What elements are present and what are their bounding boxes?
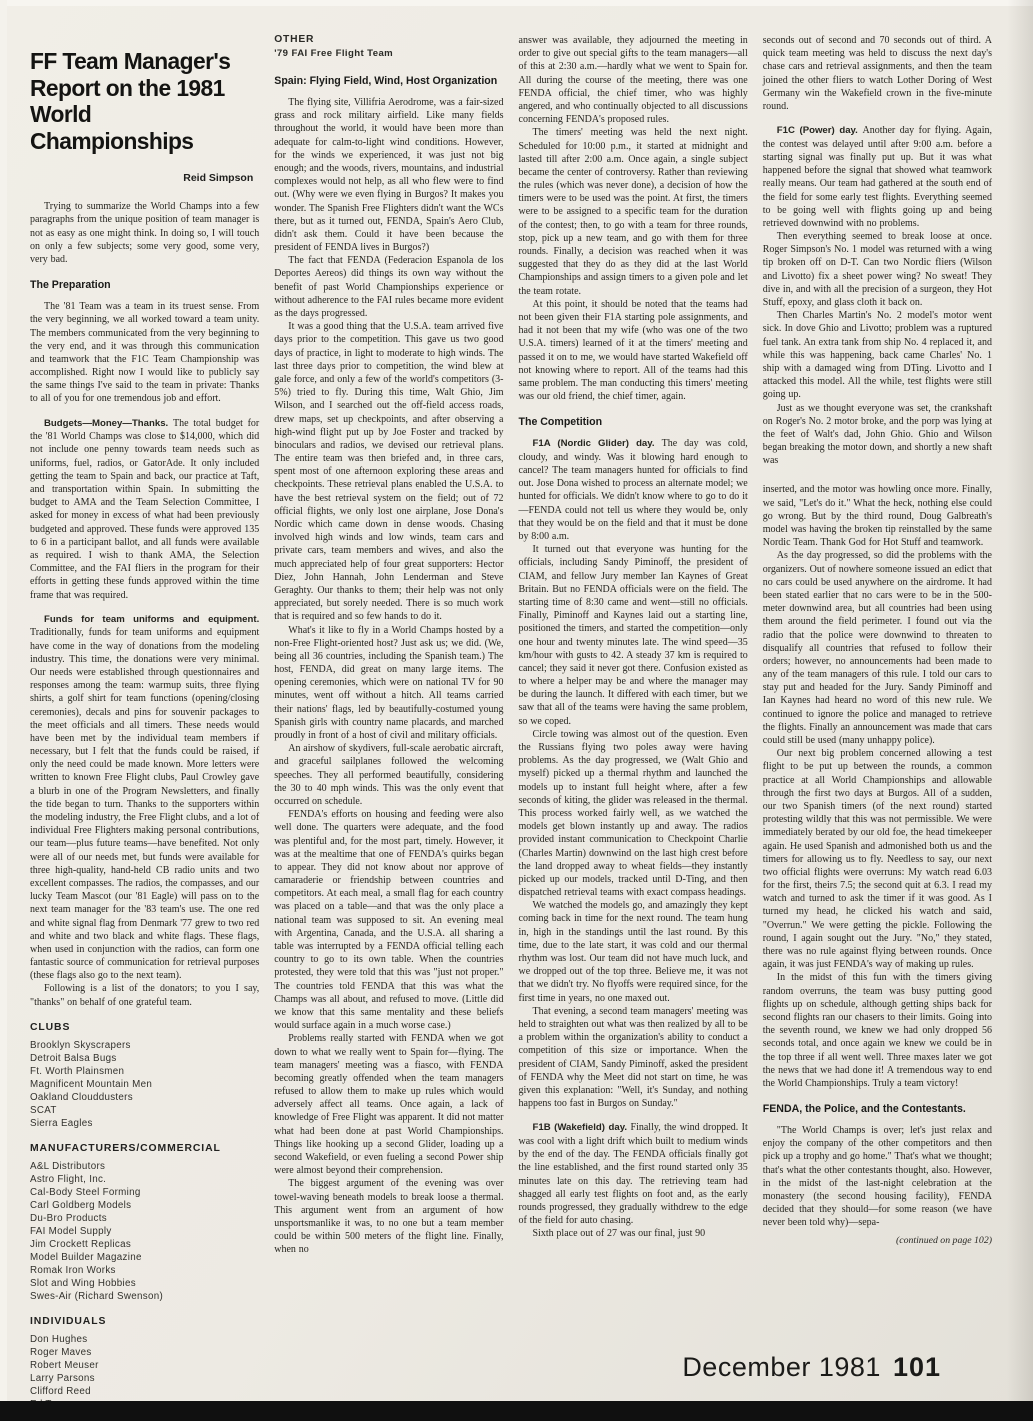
list-item: Cal-Body Steel Forming: [30, 1186, 141, 1198]
paragraph: Circle towing was almost out of the question. Even the Russians flying two poles away were having problems. As the day progressed, we (Walt Ghio and myself) picked up a thermal rhythm and launched the models up to instant full height where, after a few seconds of kiting, the glider was released in the thermal. This process worked fairly well, as we watched the models get blown instantly up and away. The radios provided instant communication to Checkpoint Charlie (Charles Martin) downwind on the last high crest before the land dropped away to wheat fields—they instantly picked up our models, tracked until D-Ting, and then dispatched retrieval teams with exact compass headings.: [518, 728, 748, 899]
paragraph: An airshow of skydivers, full-scale aerobatic aircraft, and graceful sailplanes followed the welcoming speeches. They all performed beautifully, considering the 30 to 40 mph winds. This was the only event that occurred on schedule.: [274, 743, 504, 807]
list-item: Don Hughes: [30, 1334, 88, 1346]
column-1: [30, 34, 259, 1421]
paragraph: As the day progressed, so did the problems with the organizers. Out of nowhere someone issued an edict that no cars could be used anywhere on the airdrome. It had been stated earlier that no cars were to be in the 500-meter downwind area, but all countries had been using them around the field perimeter. I found out via the radio that the police were downwind to threaten to disqualify all countries that refused to follow their orders; however, no announcements had been made to any of the team managers of this rule. I told our cars to stay put and headed for the Jury. Sandy Piminoff and Ian Kaynes had heard no word of this new rule. We continued to ignore the police and managed to retrieve the flights. Finally an announcement was made that cars could still be used (many unhappy police).: [762, 550, 992, 747]
paragraph: The flying site, Villifria Aerodrome, was a fair-sized grass and rock military airfield. Like many fields throughout the world, it would have been more than adequate for calm-to-light wind conditions. However, for the winds we experienced, it was just not big enough; and the woods, rivers, mountains, and industrial complexes would not help, as all who flew were to find out. (Why were we even flying in Burgos? It makes you wonder. The Spanish Free Flighters didn't want the WCs there, but as it turned out, FENDA, Spain's Aero Club, didn't ask them. Could it have been because the president of FENDA lives in Burgos?): [274, 97, 504, 254]
paragraph: Then Charles Martin's No. 2 model's motor went sick. In dove Ghio and Livotto; problem was a ruptured fuel tank. An extra tank from ship No. 4 replaced it, and while this was happening, back came Charles' No. 1 ship with a damaged wing from DTing. Livotto and I attacked this model. All the while, test flights were still going up.: [762, 310, 992, 401]
list-heading: MANUFACTURERS/COMMERCIAL: [30, 1142, 221, 1154]
paragraph: We watched the models go, and amazingly they kept coming back in time for the next round. The team hung in, high in the standings until the last round. By this time, due to the late start, it was cold and our thermal rhythm was lost. Our team did not have much luck, and we dropped out of the top three. Believe me, it was not that we didn't try. No flyoffs were required since, for the first time in years, no one maxed out.: [518, 900, 748, 1004]
scan-edge-top: [0, 0, 1033, 6]
donor-list: [30, 1039, 259, 1130]
article-columns: [30, 34, 992, 1421]
paragraph: The fact that FENDA (Federacion Espanola de los Deportes Aereos) did things its own way without the benefit of past World Championships experience or without adherence to the FAI rules became more evident as the days progressed.: [274, 255, 504, 319]
list-item: Sierra Eagles: [30, 1117, 93, 1129]
paragraph-lead: Funds for team uniforms and equipment.: [44, 613, 260, 625]
donor-list: [30, 1160, 259, 1303]
paragraph: Funds for team uniforms and equipment. Traditionally, funds for team uniforms and equipment have come in the way of donations from the modeling industry. This time, the donations were very minimal. Our needs were established through questionnaires and responses among the team: warmup suits, three flying shirts, a golf shirt for team functions (opening/closing ceremonies), decals and pins for souvenir packages to the meet officials and all timers. These needs would have been met by the individual team members if necessary, but I felt that the funds could be raised, if only the need could be made known. More letters were written to known Free Flight clubs, Paul Crowley gave a blurb in one of the Program Newsletters, and finally the tide began to turn. Thanks to the supporters within the modeling industry, the Free Flight clubs, and a lot of individual Free Flighters making personal contributions, our team—plus future teams—have benefited. Not only were all of our needs met, but funds were available for three high-quality, hand-held CB radio units and two excellent compasses. The radios, the compasses, and our lucky Team Mascot (our '81 Eagle) will pass on to the next team manager for the '83 team's use. The one red and white signal flag from Denmark '77 grew to two red and white and two black and white flags. These flags, when used in conjunction with the radios, can form one fantastic source of communication for retrieval purposes (these flags also go to the next team).: [30, 613, 260, 982]
scan-right-shade: [1007, 0, 1033, 1401]
article-kicker-subtitle: '79 FAI Free Flight Team: [274, 48, 394, 59]
list-item: Swes-Air (Richard Swenson): [30, 1291, 164, 1303]
paragraph: The biggest argument of the evening was over towel-waving beneath models to break loose a thermal. This argument went from an argument of how unsportsmanlike it was, to no one but a team member could be within 500 meters of the flight line. Finally, when no: [274, 1178, 504, 1256]
list-heading: CLUBS: [30, 1021, 71, 1033]
paragraph: inserted, and the motor was howling once more. Finally, we said, "Let's do it." What the heck, nothing else could go wrong. But by the third round, Doug Galbreath's model was having the broken tip reinstalled by the same Nordic Team. Thank God for Hot Stuff and teamwork.: [762, 484, 992, 549]
list-item: Clifford Reed: [30, 1386, 91, 1398]
list-heading: INDIVIDUALS: [30, 1316, 107, 1328]
footer-issue-date: December 1981: [682, 1352, 881, 1382]
column-4: [763, 34, 992, 1246]
list-item: Oakland Clouddusters: [30, 1091, 133, 1103]
paragraph: Following is a list of the donators; to you I say, "thanks" on behalf of one grateful team.: [30, 983, 260, 1008]
column-3: [519, 34, 748, 1240]
paragraph-lead: Budgets—Money—Thanks.: [44, 417, 174, 429]
paragraph: It was a good thing that the U.S.A. team arrived five days prior to the competition. This gave us two good days of practice, in light to moderate to high winds. The last three days prior to competition, the wind blew at gale force, and only a few of the world's competitors (3-5%) tried to fly. During this time, Walt Ghio, Jim Wilson, and I searched out the off-field access roads, drew maps, set up checkpoints, and after observing a high-wind flight put up by Joe Foster and tracked by binoculars and radios, we devised our retrieval plans. The entire team was then briefed and, in three cars, spent most of one afternoon exploring these areas and checkpoints. These retrieval plans enabled the U.S.A. to have the best retrieval system on the field; out of 72 official flights, we only lost one airplane, Jose Dona's Nordic which came down in dense woods. Chasing involved high winds and low winds, team cars and private cars, team members and wives, and also the much appreciated help of four great supporters: Hector Diez, John Hannah, John Lenderman and Steve Geraghty. Our thanks to them; their help was not only appreciated, but sorely needed. There is so much work that is required and so few hands to do it.: [274, 321, 504, 623]
footer-page-number: 101: [892, 1352, 941, 1382]
paragraph: Budgets—Money—Thanks. The total budget for the '81 World Champs was close to $14,000, which did not include one penny towards team needs such as uniforms, fuel, radios, or GatorAde. It only included getting the team to Spain and back, our practice at Taft, and transportation within Spain. In submitting the budget to AMA and the Team Selection Committee, I asked for money in excess of what had been previously budgeted and approved. These funds were approved 135 to 6 in a participant ballot, and all funds were available as required. I wish to thank AMA, the Selection Committee, and the FAI fliers in the program for their efforts in getting these funds approved within the time frame that was required.: [30, 417, 260, 601]
paragraph: "The World Champs is over; let's just relax and enjoy the company of the other competitors and then pick up a trophy and go home." That's what we thought; that's what the other contestants thought, also. However, in the midst of the last-night celebration at the monastery (the second housing facility), FENDA decided that they should—for some reason (we have never been told why)—sepa-: [762, 1125, 992, 1229]
paragraph: Sixth place out of 27 was our final, just 90: [532, 1228, 706, 1240]
paragraph: seconds out of second and 70 seconds out of third. A quick team meeting was held to discuss the next day's chase cars and retrieval assignments, and then the team joined the other fliers to watch Lother Doring of West Germany win the Wakefield crown in the five-minute round.: [762, 35, 992, 112]
section-heading: Spain: Flying Field, Wind, Host Organization: [274, 75, 498, 87]
section-heading: The Competition: [518, 416, 603, 429]
list-item: Roger Maves: [30, 1347, 92, 1359]
list-item: Brooklyn Skyscrapers: [30, 1039, 131, 1051]
paragraph: At this point, it should be noted that the teams had not been given their F1A starting pole assignments, and had it not been that my wife (who was one of the two U.S.A. timers) learned of it at the timers' meeting and passed it on to me, we would have started Wakefield off not knowing where to report. All of the teams had this same problem. The man conducting this timers' meeting was our old friend, the chief timer, again.: [518, 298, 748, 403]
paragraph: F1C (Power) day. Another day for flying. Again, the contest was delayed until after 9:00 a.m. before a starting signal was finally put up. But it was what happened before the signal that showed what teamwork really means. Our team had gathered at the south end of the field for some early test flights. Everything seemed to be going well with flights going up and being retrieved downwind with no problems.: [762, 125, 993, 229]
list-item: Larry Parsons: [30, 1373, 95, 1385]
paragraph: In the midst of this fun with the timers giving random overruns, the team was busy putting good flights up on schedule, although getting ships back for second flights ran our chasers to their limits. Going into the seventh round, we knew we had only dropped 56 seconds total, and once again we knew we could be in the top three if all went well. Three maxes later we got the news that we had done it! A tremendous way to end the World Championships. Truly a team victory!: [762, 972, 992, 1089]
scan-bottom-bar: [0, 1401, 1033, 1421]
paragraph: F1B (Wakefield) day. Finally, the wind dropped. It was cool with a light drift which built to medium winds by the end of the day. The FENDA officials finally got the line established, and the first round started only 35 minutes late on this day. The retrieving team had shagged all early test flights on foot and, as the early rounds progressed, they gradually withdrew to the edge of the field for auto chasing.: [518, 1122, 748, 1227]
paragraph: The '81 Team was a team in its truest sense. From the very beginning, we all worked toward a team unity. The members communicated from the very beginning to the very end, and it was through this communication and teamwork that the F1C Team Championship was accomplished. Right now I would like to publicly say the same things I've said to the team in private: Thanks to all of you for one tremendous job and effort.: [30, 301, 260, 405]
paragraph: Problems really started with FENDA when we got down to what we really went to Spain for—flying. The team managers' meeting was a fiasco, with FENDA becoming greatly offended when the team managers refused to allow them to make up rules which would adversely affect all teams. Once again, a lack of knowledge of Free Flight was apparent. It did not matter what had been done at past World Championships. Things like hooking up a second Glider, loading up a second Wakefield, or even fueling a second Power ship were almost beyond their comprehension.: [274, 1033, 504, 1177]
column-gap: [763, 467, 992, 483]
list-item: Du-Bro Products: [30, 1212, 107, 1224]
article-byline: Reid Simpson: [183, 172, 254, 185]
article-title: FF Team Manager's Report on the 1981 World Championships: [30, 48, 231, 154]
list-item: A&L Distributors: [30, 1160, 106, 1172]
section-heading: The Preparation: [30, 279, 111, 292]
list-item: Ft. Worth Plainsmen: [30, 1065, 125, 1077]
article-kicker: OTHER: [274, 34, 315, 45]
paragraph: The timers' meeting was held the next night. Scheduled for 10:00 p.m., it started at midnight and lasted till after 2:00 a.m. Once again, a single subject became the center of controversy. Rather than reviewing the rules (which was never done), a decision of how the timers were to be used was the point. At first, the timers were to be assigned to a specific team for the duration of the contest; then, to go with a team for three rounds, stop, pick up a new team, and go with them for three rounds. Finally, a decision was reached when it was suggested that they do as they did at the last World Championships and assign timers to a given pole and let the team rotate.: [518, 127, 748, 297]
paragraph: answer was available, they adjourned the meeting in order to give out special gifts to the team managers—all of this at 2:30 a.m.—hardly what we went to Spain for. All during the course of the meeting, there was one FENDA official, the chief timer, who was highly angered, and who continually objected to all discussions concerning FENDA's proposed rules.: [518, 35, 748, 126]
paragraph: What's it like to fly in a World Champs hosted by a non-Free Flight-oriented host? Just ask us; we did. (We, being all 36 countries, including the Spanish team.) The host, FENDA, did great on many large items. The opening ceremonies, which were on national TV for 90 minutes, went off without a hitch. All teams carried their nations' flags, led by beautifully-costumed young Spanish girls with country name placards, and marched proudly in front of a host of civil and military officials.: [274, 624, 504, 741]
paragraph: F1A (Nordic Glider) day. The day was cold, cloudy, and windy. Was it blowing hard enough to cancel? The team managers hunted for officials to find out. Jose Dona wished to process an alternate model; we hunted for officials. We didn't know where to go to do it—FENDA could not tell us where they would be, only that they would be on the field and that it must be done by 8:00 a.m.: [518, 438, 748, 543]
list-item: Slot and Wing Hobbies: [30, 1278, 136, 1290]
list-item: Detroit Balsa Bugs: [30, 1052, 117, 1064]
list-item: Jim Crockett Replicas: [30, 1239, 132, 1251]
paragraph: Our next big problem concerned allowing a test flight to be put up between the rounds, a common practice at all World Championships and allowable through the first two days at Burgos. All of a sudden, our two Spanish timers (of the next round) started protesting wildly that this was not permissible. We were immediately berated by our old foe, the head timekeeper again. He used Spanish and admonished both us and the timers for allowing us to fly. Needless to say, our next two official flights were overruns: My watch read 6.03 for the first, theirs 7.5; the second quit at 6.3. I read my watch and turned to ask the timer if it was good. As I turned my head, he clicked his watch and said, "Overrun." We were getting the pickle. Following the round, I again sought out the Jury. "No," they stated, there was no rule against flying between rounds. Once again, it was just FENDA's way of making up rules.: [762, 748, 992, 971]
list-item: Carl Goldberg Models: [30, 1199, 132, 1211]
paragraph: FENDA's efforts on housing and feeding were also well done. The quarters were adequate, and the food was plentiful and, for the most part, timely. However, it was at the mealtime that one of FENDA's quirks began to appear. They did not know about nor approve of camaraderie or friendship between countries and competitors. At each meal, a small flag for each country was placed on a table—and that was the only place a national team was supposed to sit. An evening meal with Argentina, Canada, and the U.S.A. all sharing a table was interrupted by a FENDA official telling each country to go to its own table. When the countries protested, they were told that this was "just not proper." The countries told FENDA that this was what the Champs was all about, and refused to move. (Little did we know that this same mentality and these beliefs would surface again in a much worse case.): [274, 809, 504, 1032]
page-footer: [682, 1352, 941, 1383]
paragraph: Then everything seemed to break loose at once. Roger Simpson's No. 1 model was returned with a wing tip broken off on D-T. Can two Nordic fliers (Wilson and Livotto) fix a sheet power wing? No sweat! They dive in, and with all the precision of a surgeon, they Hot Stuff, epoxy, and glass cloth it back on.: [762, 231, 992, 309]
list-item: Astro Flight, Inc.: [30, 1173, 107, 1185]
section-heading: FENDA, the Police, and the Contestants.: [762, 1103, 966, 1116]
paragraph: It turned out that everyone was hunting for the officials, including Sandy Piminoff, the president of CIAM, and fellow Jury member Ian Kaynes of Great Britain. But no FENDA officials were on the field. The starting time of 8:30 came and went—still no officials. Finally, Piminoff and Kaynes laid out a starting line, positioned the timers, and started the competition—only one hour and twenty minutes late. The wind speed—35 km/hour with gusts to 42. A steady 37 km is required to cancel; they said it never got there. Confusion existed as to where a helper may be and where the manager may be during the launch. It differed with each timer, but we saw that all of the teams were having the same problem, so we coped.: [518, 544, 748, 727]
list-item: SCAT: [30, 1104, 57, 1116]
list-item: FAI Model Supply: [30, 1226, 112, 1237]
paragraph-lead: F1B (Wakefield) day.: [532, 1122, 631, 1134]
list-item: Magnificent Mountain Men: [30, 1078, 153, 1090]
list-item: Robert Meuser: [30, 1360, 99, 1372]
paragraph: Just as we thought everyone was set, the crankshaft on Roger's No. 2 motor broke, and the porp was lying at the feet of Walt's dad, John Ghio. Ghio and Wilson began breaking the motor down, and shortly a new shaft was: [762, 402, 992, 467]
paragraph-lead: F1C (Power) day.: [776, 125, 863, 137]
paragraph-lead: F1A (Nordic Glider) day.: [532, 438, 662, 450]
paragraph: That evening, a second team managers' meeting was held to straighten out what was then realized by all to be a problem within the organization's ability to conduct a competition of this size or importance. When the president of CIAM, Sandy Piminoff, asked the president of FENDA why the Meet did not start on time, he was given this explanation: "Well, it's Sunday, and nothing happens too fast in Burgos on Sunday.": [518, 1005, 748, 1110]
column-2: [274, 34, 503, 1257]
list-item: Romak Iron Works: [30, 1265, 116, 1277]
paragraph: Trying to summarize the World Champs into a few paragraphs from the unique position of team manager is not as easy as one might think. In doing so, I will touch on only a few subjects; some very good, some very, very bad.: [30, 201, 260, 265]
continued-note: (continued on page 102): [895, 1234, 992, 1246]
scan-edge-left: [0, 0, 7, 1421]
list-item: Model Builder Magazine: [30, 1252, 142, 1264]
